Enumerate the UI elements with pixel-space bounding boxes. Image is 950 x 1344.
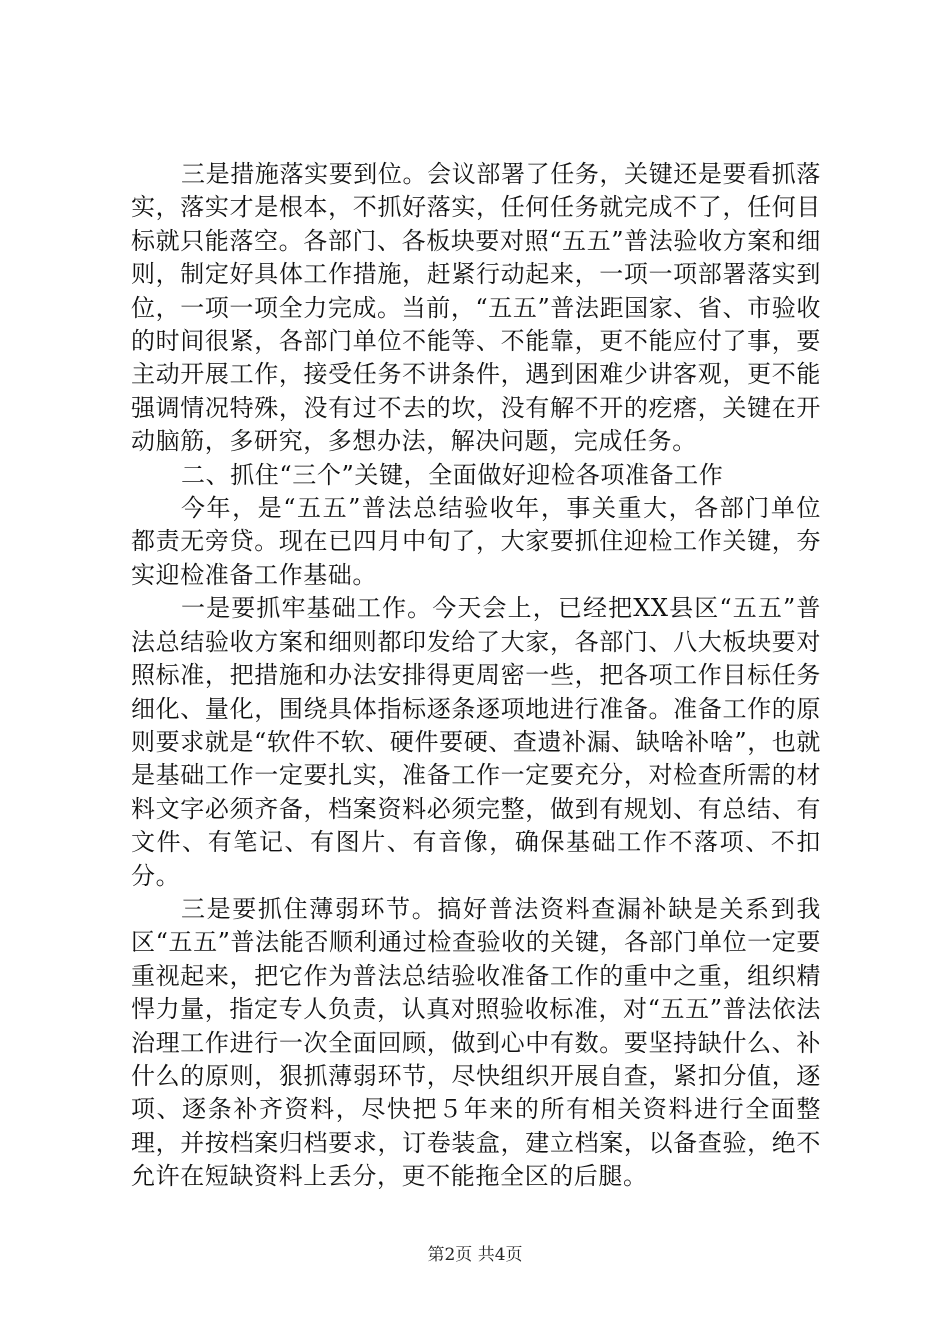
paragraph-measures-in-place: 三是措施落实要到位。会议部署了任务，关键还是要看抓落实，落实才是根本，不抓好落实，任何任务就完成不了，任何目标就只能落空。各部门、各板块要对照“五五”普法验收方案和细则，制定好具体工作措施，赶紧行动起来，一项一项部署落实到位，一项一项全力完成。当前，“五五”普法距国家、省、市验收的时间很紧，各部门单位不能等、不能靠，更不能应付了事，要主动开展工作，接受任务不讲条件，遇到困难少讲客观，更不能强调情况特殊，没有过不去的坎，没有解不开的疙瘩，关键在开动脑筋，多研究，多想办法，解决问题，完成任务。 xyxy=(131,160,821,456)
paragraph-this-year: 今年，是“五五”普法总结验收年，事关重大，各部门单位都责无旁贷。现在已四月中旬了，大家要抓住迎检工作关键，夯实迎检准备工作基础。 xyxy=(131,494,821,589)
paragraph-basic-work: 一是要抓牢基础工作。今天会上，已经把XX县区“五五”普法总结验收方案和细则都印发给了大家，各部门、八大板块要对照标准，把措施和办法安排得更周密一些，把各项工作目标任务细化、量化，围绕具体指标逐条逐项地进行准备。准备工作的原则要求就是“软件不软、硬件要硬、查遗补漏、缺啥补啥”，也就是基础工作一定要扎实，准备工作一定要充分，对检查所需的材料文字必须齐备，档案资料必须完整，做到有规划、有总结、有文件、有笔记、有图片、有音像，确保基础工作不落项、不扣分。 xyxy=(131,594,821,890)
page-footer: 第2页 共4页 xyxy=(427,1245,523,1265)
paragraph-weak-links: 三是要抓住薄弱环节。搞好普法资料查漏补缺是关系到我区“五五”普法能否顺利通过检查验收的关键，各部门单位一定要重视起来，把它作为普法总结验收准备工作的重中之重，组织精悍力量，指定专人负责，认真对照验收标准，对“五五”普法依法治理工作进行一次全面回顾，做到心中有数。要坚持缺什么、补什么的原则，狠抓薄弱环节，尽快组织开展自查，紧扣分值，逐项、逐条补齐资料，尽快把５年来的所有相关资料进行全面整理，并按档案归档要求，订卷装盒，建立档案，以备查验，绝不允许在短缺资料上丢分，更不能拖全区的后腿。 xyxy=(131,894,821,1191)
document-body xyxy=(131,158,821,1194)
section-heading-two: 二、抓住“三个”关键，全面做好迎检各项准备工作 xyxy=(181,460,724,489)
